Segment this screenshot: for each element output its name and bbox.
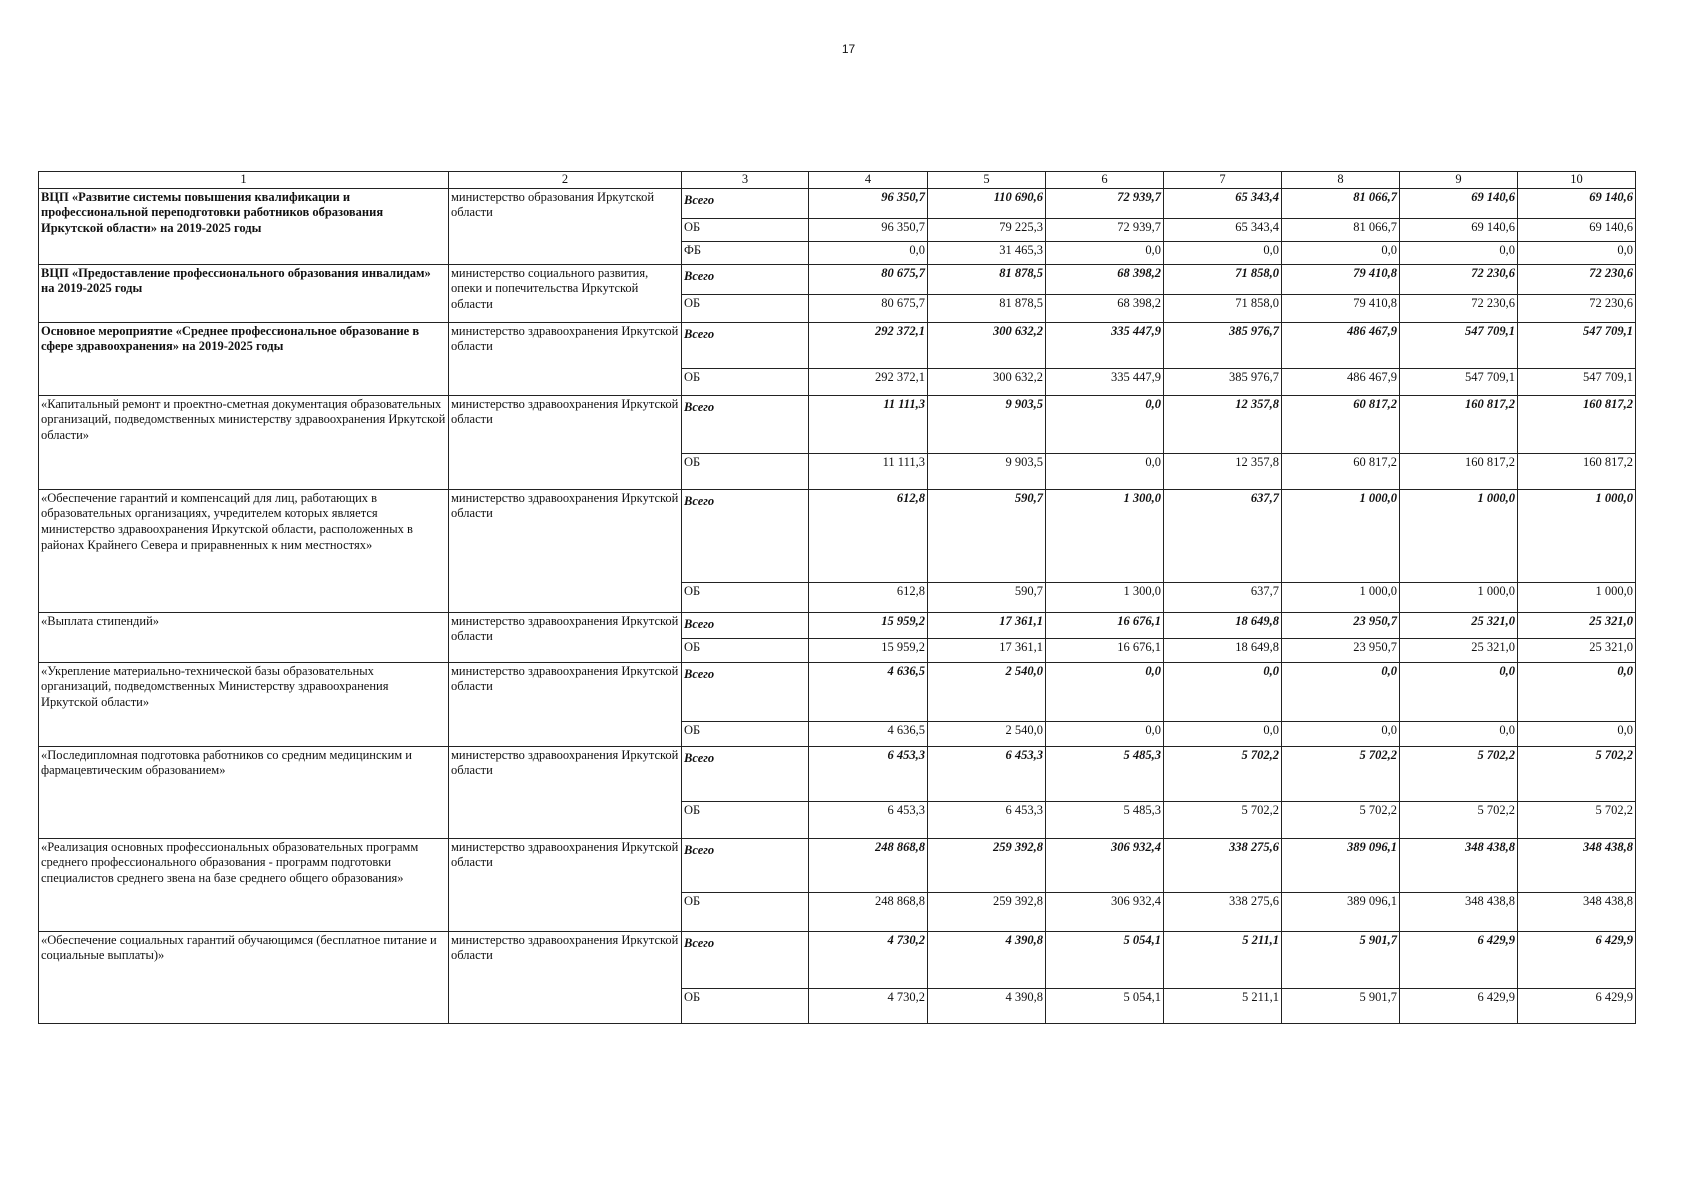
amount-cell: 5 054,1 (1046, 988, 1164, 1023)
responsible-executor: министерство здравоохранения Иркутской области (449, 489, 682, 612)
amount-cell: 69 140,6 (1518, 218, 1636, 241)
amount-cell: 72 230,6 (1518, 264, 1636, 294)
amount-cell: 6 453,3 (928, 801, 1046, 838)
amount-cell: 5 702,2 (1400, 746, 1518, 801)
amount-cell: 72 230,6 (1400, 264, 1518, 294)
amount-cell: 5 702,2 (1282, 746, 1400, 801)
column-number-row (39, 172, 1636, 189)
amount-cell: 2 540,0 (928, 662, 1046, 721)
amount-cell: 637,7 (1164, 582, 1282, 612)
amount-cell: 1 000,0 (1518, 582, 1636, 612)
amount-cell: 338 275,6 (1164, 838, 1282, 892)
amount-cell: 0,0 (1518, 241, 1636, 264)
amount-cell: 60 817,2 (1282, 453, 1400, 489)
funding-source: Всего (682, 662, 809, 721)
amount-cell: 0,0 (1046, 453, 1164, 489)
amount-cell: 12 357,8 (1164, 395, 1282, 453)
amount-cell: 72 939,7 (1046, 188, 1164, 218)
responsible-executor: министерство образования Иркутской области (449, 188, 682, 264)
amount-cell: 72 230,6 (1400, 294, 1518, 322)
funding-source: ФБ (682, 241, 809, 264)
amount-cell: 1 000,0 (1400, 489, 1518, 582)
amount-cell: 18 649,8 (1164, 638, 1282, 662)
amount-cell: 637,7 (1164, 489, 1282, 582)
funding-source: ОБ (682, 582, 809, 612)
program-name: «Укрепление материально-технической базы образовательных организаций, подведомственных Министерству здравоохранения Иркутской области» (39, 662, 449, 746)
amount-cell: 80 675,7 (809, 294, 928, 322)
amount-cell: 5 702,2 (1164, 746, 1282, 801)
column-header: 7 (1164, 172, 1282, 189)
funding-source: Всего (682, 838, 809, 892)
amount-cell: 71 858,0 (1164, 294, 1282, 322)
amount-cell: 547 709,1 (1518, 322, 1636, 368)
total-row (39, 746, 1636, 801)
amount-cell: 0,0 (1400, 241, 1518, 264)
responsible-executor: министерство здравоохранения Иркутской области (449, 931, 682, 1023)
amount-cell: 79 410,8 (1282, 264, 1400, 294)
amount-cell: 4 636,5 (809, 662, 928, 721)
total-row (39, 612, 1636, 638)
funding-source: ОБ (682, 988, 809, 1023)
program-name: «Обеспечение гарантий и компенсаций для лиц, работающих в образовательных организациях, учредителем которых является министерство здравоохранения Иркутской области, расположенных в районах Крайнего Севера и приравненных к ним местностях» (39, 489, 449, 612)
amount-cell: 68 398,2 (1046, 264, 1164, 294)
amount-cell: 60 817,2 (1282, 395, 1400, 453)
amount-cell: 590,7 (928, 489, 1046, 582)
funding-source: ОБ (682, 721, 809, 746)
amount-cell: 0,0 (1282, 721, 1400, 746)
amount-cell: 6 429,9 (1518, 988, 1636, 1023)
amount-cell: 160 817,2 (1518, 453, 1636, 489)
column-header: 3 (682, 172, 809, 189)
amount-cell: 5 054,1 (1046, 931, 1164, 988)
total-row (39, 838, 1636, 892)
amount-cell: 0,0 (1046, 721, 1164, 746)
amount-cell: 23 950,7 (1282, 638, 1400, 662)
column-header: 8 (1282, 172, 1400, 189)
amount-cell: 6 429,9 (1518, 931, 1636, 988)
amount-cell: 0,0 (1282, 662, 1400, 721)
amount-cell: 6 429,9 (1400, 988, 1518, 1023)
amount-cell: 72 939,7 (1046, 218, 1164, 241)
total-row (39, 395, 1636, 453)
amount-cell: 65 343,4 (1164, 188, 1282, 218)
amount-cell: 348 438,8 (1400, 838, 1518, 892)
amount-cell: 9 903,5 (928, 453, 1046, 489)
responsible-executor: министерство здравоохранения Иркутской области (449, 662, 682, 746)
amount-cell: 23 950,7 (1282, 612, 1400, 638)
amount-cell: 385 976,7 (1164, 368, 1282, 395)
amount-cell: 79 410,8 (1282, 294, 1400, 322)
amount-cell: 6 429,9 (1400, 931, 1518, 988)
amount-cell: 81 066,7 (1282, 218, 1400, 241)
amount-cell: 160 817,2 (1400, 395, 1518, 453)
amount-cell: 5 485,3 (1046, 746, 1164, 801)
amount-cell: 1 300,0 (1046, 582, 1164, 612)
amount-cell: 16 676,1 (1046, 612, 1164, 638)
amount-cell: 17 361,1 (928, 638, 1046, 662)
amount-cell: 335 447,9 (1046, 322, 1164, 368)
total-row (39, 662, 1636, 721)
amount-cell: 160 817,2 (1400, 453, 1518, 489)
amount-cell: 612,8 (809, 582, 928, 612)
program-name: «Реализация основных профессиональных образовательных программ среднего профессионального образования - программ подготовки специалистов среднего звена на базе среднего общего образования» (39, 838, 449, 931)
amount-cell: 385 976,7 (1164, 322, 1282, 368)
amount-cell: 348 438,8 (1518, 892, 1636, 931)
funding-source: ОБ (682, 892, 809, 931)
program-name: «Выплата стипендий» (39, 612, 449, 662)
total-row (39, 931, 1636, 988)
amount-cell: 0,0 (1400, 721, 1518, 746)
funding-source: ОБ (682, 638, 809, 662)
column-header: 6 (1046, 172, 1164, 189)
amount-cell: 0,0 (1046, 241, 1164, 264)
amount-cell: 5 211,1 (1164, 931, 1282, 988)
amount-cell: 5 485,3 (1046, 801, 1164, 838)
amount-cell: 2 540,0 (928, 721, 1046, 746)
amount-cell: 18 649,8 (1164, 612, 1282, 638)
column-header: 4 (809, 172, 928, 189)
amount-cell: 25 321,0 (1518, 638, 1636, 662)
amount-cell: 389 096,1 (1282, 892, 1400, 931)
amount-cell: 15 959,2 (809, 638, 928, 662)
amount-cell: 69 140,6 (1518, 188, 1636, 218)
amount-cell: 6 453,3 (928, 746, 1046, 801)
amount-cell: 4 636,5 (809, 721, 928, 746)
amount-cell: 79 225,3 (928, 218, 1046, 241)
funding-source: ОБ (682, 218, 809, 241)
amount-cell: 300 632,2 (928, 322, 1046, 368)
amount-cell: 31 465,3 (928, 241, 1046, 264)
amount-cell: 6 453,3 (809, 746, 928, 801)
amount-cell: 96 350,7 (809, 218, 928, 241)
amount-cell: 248 868,8 (809, 892, 928, 931)
column-header: 5 (928, 172, 1046, 189)
amount-cell: 0,0 (1400, 662, 1518, 721)
amount-cell: 389 096,1 (1282, 838, 1400, 892)
amount-cell: 0,0 (1046, 662, 1164, 721)
funding-source: Всего (682, 612, 809, 638)
amount-cell: 5 901,7 (1282, 931, 1400, 988)
funding-source: ОБ (682, 294, 809, 322)
amount-cell: 1 000,0 (1518, 489, 1636, 582)
amount-cell: 25 321,0 (1400, 638, 1518, 662)
amount-cell: 9 903,5 (928, 395, 1046, 453)
funding-source: Всего (682, 395, 809, 453)
amount-cell: 110 690,6 (928, 188, 1046, 218)
total-row (39, 322, 1636, 368)
amount-cell: 0,0 (1518, 662, 1636, 721)
amount-cell: 17 361,1 (928, 612, 1046, 638)
amount-cell: 547 709,1 (1400, 322, 1518, 368)
program-name: ВЦП «Предоставление профессионального образования инвалидам» на 2019-2025 годы (39, 264, 449, 322)
amount-cell: 96 350,7 (809, 188, 928, 218)
total-row (39, 264, 1636, 294)
amount-cell: 486 467,9 (1282, 322, 1400, 368)
amount-cell: 11 111,3 (809, 395, 928, 453)
amount-cell: 11 111,3 (809, 453, 928, 489)
amount-cell: 69 140,6 (1400, 188, 1518, 218)
amount-cell: 160 817,2 (1518, 395, 1636, 453)
amount-cell: 5 702,2 (1518, 801, 1636, 838)
amount-cell: 5 702,2 (1518, 746, 1636, 801)
amount-cell: 15 959,2 (809, 612, 928, 638)
amount-cell: 5 702,2 (1164, 801, 1282, 838)
amount-cell: 25 321,0 (1518, 612, 1636, 638)
amount-cell: 25 321,0 (1400, 612, 1518, 638)
column-header: 2 (449, 172, 682, 189)
total-row (39, 188, 1636, 218)
amount-cell: 4 390,8 (928, 988, 1046, 1023)
funding-source: Всего (682, 322, 809, 368)
amount-cell: 0,0 (1164, 721, 1282, 746)
amount-cell: 335 447,9 (1046, 368, 1164, 395)
amount-cell: 1 000,0 (1400, 582, 1518, 612)
responsible-executor: министерство здравоохранения Иркутской области (449, 322, 682, 395)
funding-source: ОБ (682, 453, 809, 489)
amount-cell: 4 730,2 (809, 931, 928, 988)
amount-cell: 259 392,8 (928, 838, 1046, 892)
amount-cell: 338 275,6 (1164, 892, 1282, 931)
amount-cell: 0,0 (1282, 241, 1400, 264)
program-name: Основное мероприятие «Среднее профессиональное образование в сфере здравоохранения» на 2019-2025 годы (39, 322, 449, 395)
amount-cell: 0,0 (1164, 241, 1282, 264)
amount-cell: 68 398,2 (1046, 294, 1164, 322)
amount-cell: 0,0 (1164, 662, 1282, 721)
amount-cell: 81 066,7 (1282, 188, 1400, 218)
amount-cell: 4 730,2 (809, 988, 928, 1023)
amount-cell: 612,8 (809, 489, 928, 582)
amount-cell: 71 858,0 (1164, 264, 1282, 294)
amount-cell: 306 932,4 (1046, 838, 1164, 892)
amount-cell: 16 676,1 (1046, 638, 1164, 662)
amount-cell: 0,0 (809, 241, 928, 264)
amount-cell: 547 709,1 (1518, 368, 1636, 395)
total-row (39, 489, 1636, 582)
column-header: 10 (1518, 172, 1636, 189)
amount-cell: 1 000,0 (1282, 582, 1400, 612)
funding-source: Всего (682, 264, 809, 294)
amount-cell: 248 868,8 (809, 838, 928, 892)
amount-cell: 292 372,1 (809, 322, 928, 368)
amount-cell: 65 343,4 (1164, 218, 1282, 241)
amount-cell: 72 230,6 (1518, 294, 1636, 322)
column-header: 1 (39, 172, 449, 189)
amount-cell: 1 300,0 (1046, 489, 1164, 582)
amount-cell: 69 140,6 (1400, 218, 1518, 241)
responsible-executor: министерство социального развития, опеки и попечительства Иркутской области (449, 264, 682, 322)
program-name: ВЦП «Развитие системы повышения квалификации и профессиональной переподготовки работников образования Иркутской области» на 2019-2025 годы (39, 188, 449, 264)
funding-source: Всего (682, 931, 809, 988)
amount-cell: 486 467,9 (1282, 368, 1400, 395)
responsible-executor: министерство здравоохранения Иркутской области (449, 838, 682, 931)
amount-cell: 5 211,1 (1164, 988, 1282, 1023)
amount-cell: 348 438,8 (1400, 892, 1518, 931)
amount-cell: 5 901,7 (1282, 988, 1400, 1023)
amount-cell: 5 702,2 (1282, 801, 1400, 838)
amount-cell: 300 632,2 (928, 368, 1046, 395)
budget-table (38, 171, 1636, 1024)
amount-cell: 81 878,5 (928, 294, 1046, 322)
amount-cell: 590,7 (928, 582, 1046, 612)
amount-cell: 348 438,8 (1518, 838, 1636, 892)
column-header: 9 (1400, 172, 1518, 189)
responsible-executor: министерство здравоохранения Иркутской области (449, 395, 682, 489)
amount-cell: 0,0 (1518, 721, 1636, 746)
program-name: «Капитальный ремонт и проектно-сметная документация образовательных организаций, подведомственных министерству здравоохранения Иркутской области» (39, 395, 449, 489)
amount-cell: 5 702,2 (1400, 801, 1518, 838)
amount-cell: 80 675,7 (809, 264, 928, 294)
funding-source: ОБ (682, 368, 809, 395)
amount-cell: 1 000,0 (1282, 489, 1400, 582)
funding-source: Всего (682, 746, 809, 801)
funding-source: ОБ (682, 801, 809, 838)
program-name: «Обеспечение социальных гарантий обучающимся (бесплатное питание и социальные выплаты)» (39, 931, 449, 1023)
amount-cell: 6 453,3 (809, 801, 928, 838)
amount-cell: 547 709,1 (1400, 368, 1518, 395)
responsible-executor: министерство здравоохранения Иркутской области (449, 612, 682, 662)
amount-cell: 0,0 (1046, 395, 1164, 453)
program-name: «Последипломная подготовка работников со средним медицинским и фармацевтическим образованием» (39, 746, 449, 838)
amount-cell: 306 932,4 (1046, 892, 1164, 931)
amount-cell: 81 878,5 (928, 264, 1046, 294)
amount-cell: 292 372,1 (809, 368, 928, 395)
funding-source: Всего (682, 489, 809, 582)
budget-table-body (39, 172, 1636, 1024)
amount-cell: 259 392,8 (928, 892, 1046, 931)
amount-cell: 12 357,8 (1164, 453, 1282, 489)
funding-source: Всего (682, 188, 809, 218)
amount-cell: 4 390,8 (928, 931, 1046, 988)
responsible-executor: министерство здравоохранения Иркутской области (449, 746, 682, 838)
page-number: 17 (841, 42, 856, 56)
